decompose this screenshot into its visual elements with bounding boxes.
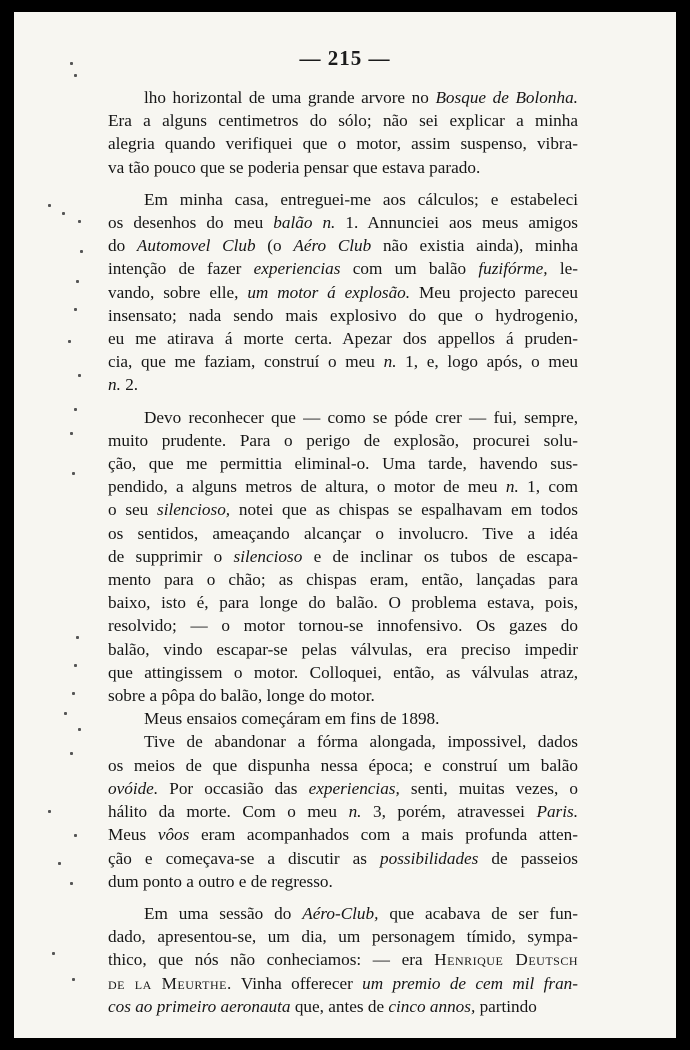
text-run: baixo, isto é, para longe do balão. O problema estava, pois, <box>108 593 578 613</box>
text-line <box>108 568 578 591</box>
text-run: (o <box>255 236 294 256</box>
text-line <box>108 902 578 925</box>
text-line <box>108 132 578 155</box>
text-run: Paris. <box>536 802 578 822</box>
text-run: n. <box>108 375 121 395</box>
text-run: ovóide. <box>108 778 159 798</box>
text-line <box>108 591 578 614</box>
paragraph <box>108 86 578 179</box>
text-run: partindo <box>475 996 537 1016</box>
text-run: hálito da morte. Com o meu <box>108 802 349 822</box>
text-run: Vinha offerecer <box>231 973 363 993</box>
text-run: experiencias <box>253 259 341 279</box>
text-line <box>108 257 578 280</box>
text-run: cinco annos, <box>388 996 476 1016</box>
text-line <box>108 972 578 995</box>
text-run: fuzifórme, <box>478 259 548 279</box>
text-line <box>108 304 578 327</box>
text-run: do <box>108 236 137 256</box>
paragraph <box>108 730 578 892</box>
book-page <box>14 12 676 1038</box>
text-run: le- <box>547 259 578 279</box>
text-run: experiencias, <box>308 778 400 798</box>
text-run: thico, que nós não conheciamos: — era <box>108 950 435 970</box>
text-run: e de inclinar os tubos de escapa- <box>302 546 578 566</box>
text-run: lho horizontal de uma grande arvore no <box>144 88 436 107</box>
text-line <box>108 777 578 800</box>
text-run: que attingissem o motor. Colloquei, então, as válvulas atraz, <box>108 662 578 682</box>
text-run: de supprimir o <box>108 546 234 566</box>
text-line <box>108 211 578 234</box>
text-run: os desenhos do meu <box>108 213 274 233</box>
text-line <box>108 948 578 971</box>
text-run: um motor á explosão. <box>247 282 411 302</box>
text-run: silencioso <box>233 546 303 566</box>
text-run: ção e começava-se a discutir as <box>108 848 381 868</box>
text-run: n. <box>348 802 362 822</box>
paragraph <box>108 188 578 397</box>
text-run: 1, com <box>518 477 579 497</box>
text-line <box>108 373 578 396</box>
text-run: sobre a pôpa do balão, longe do motor. <box>108 686 375 706</box>
text-run: Devo reconhecer que — como se póde crer — fui, sempre, <box>144 407 578 427</box>
text-run: os meios de que dispunha nessa época; e construí um balão <box>108 755 578 775</box>
text-run: eu me atirava á morte certa. Apezar dos appellos á pruden- <box>108 329 578 349</box>
text-run: 2. <box>120 375 139 395</box>
text-run: de la Meurthe. <box>108 973 232 993</box>
text-run: ção, que me permittia eliminal-o. Uma tarde, havendo sus- <box>108 454 578 474</box>
text-run: cia, que me faziam, construí o meu <box>108 352 384 372</box>
text-run: eram acompanhados com a mais profunda atten- <box>189 825 578 845</box>
text-run: dum ponto a outro e de regresso. <box>108 871 333 891</box>
text-run: 1, e, logo após, o meu <box>396 352 578 372</box>
text-run: pendido, a alguns metros de altura, o motor de meu <box>108 477 506 497</box>
text-run: silencioso, <box>157 500 231 520</box>
text-line <box>108 684 578 707</box>
paragraph <box>108 707 578 730</box>
text-run: balão n. <box>273 213 336 233</box>
text-line <box>108 327 578 350</box>
page-number: — 215 — <box>299 46 391 70</box>
text-run: não existia ainda), minha <box>371 236 579 256</box>
text-run: Aéro-Club, <box>302 903 379 923</box>
text-line <box>108 86 578 109</box>
text-line <box>108 156 578 179</box>
text-run: va tão pouco que se poderia pensar que estava parado. <box>108 157 481 177</box>
text-line <box>108 995 578 1018</box>
text-run: senti, muitas vezes, o <box>399 778 578 798</box>
text-run: Era a alguns centimetros do sólo; não sei explicar a minha <box>108 111 578 131</box>
text-run: o seu <box>108 500 158 520</box>
text-run: 3, porém, atravessei <box>361 802 537 822</box>
text-line <box>108 281 578 304</box>
text-run: n. <box>383 352 397 372</box>
text-run: Aéro Club <box>293 236 372 256</box>
margin-specks <box>34 52 84 1012</box>
text-line <box>108 754 578 777</box>
text-run: Em minha casa, entreguei-me aos cálculos; e estabeleci <box>144 189 578 209</box>
text-run: possibilidades <box>380 848 479 868</box>
text-run: Bosque de Bolonha. <box>435 88 578 107</box>
text-line <box>108 870 578 893</box>
text-run: com um balão <box>340 259 479 279</box>
text-line <box>108 823 578 846</box>
text-run: insensato; nada sendo mais explosivo do que o hydrogenio, <box>108 305 578 325</box>
text-run: Meu projecto pareceu <box>410 282 579 302</box>
text-run: Tive de abandonar a fórma alongada, impossivel, dados <box>144 732 578 752</box>
text-line <box>108 406 578 429</box>
text-line <box>108 475 578 498</box>
text-run: dado, apresentou-se, um dia, um personagem tímido, sympa- <box>108 927 578 947</box>
text-line <box>108 730 578 753</box>
text-run: notei que as chispas se espalhavam em todos <box>230 500 578 520</box>
text-run: os sentidos, ameaçando alcançar o involucro. Tive a idéa <box>108 523 578 543</box>
body-text <box>108 86 578 1018</box>
text-line <box>108 188 578 211</box>
text-line <box>108 452 578 475</box>
text-run: que acabava de ser fun- <box>378 903 578 923</box>
text-line <box>108 847 578 870</box>
text-line <box>108 234 578 257</box>
text-run: Por occasião das <box>158 778 309 798</box>
text-line <box>108 638 578 661</box>
text-run: Henrique Deutsch <box>434 950 578 970</box>
text-line <box>108 707 578 730</box>
text-run: cos ao primeiro aeronauta <box>108 996 291 1016</box>
text-run: vôos <box>157 825 190 845</box>
text-run: intenção de fazer <box>108 259 254 279</box>
text-line <box>108 498 578 521</box>
text-run: 1. Annunciei aos meus amigos <box>335 213 578 233</box>
text-run: Em uma sessão do <box>144 903 303 923</box>
paragraph <box>108 902 578 1018</box>
text-line <box>108 545 578 568</box>
text-line <box>108 429 578 452</box>
text-run: um premio de cem mil fran- <box>362 973 578 993</box>
text-line <box>108 614 578 637</box>
text-line <box>108 800 578 823</box>
text-run: Meus <box>108 825 158 845</box>
text-run: mento para o chão; as chispas eram, então, lançadas para <box>108 570 578 590</box>
text-run: balão, vindo escapar-se pelas válvulas, era preciso impedir <box>108 639 578 659</box>
text-run: Automovel Club <box>136 236 256 256</box>
text-run: de passeios <box>478 848 578 868</box>
text-run: vando, sobre elle, <box>108 282 248 302</box>
text-run: resolvido; — o motor tornou-se innofensivo. Os gazes do <box>108 616 578 636</box>
text-line <box>108 350 578 373</box>
text-line <box>108 925 578 948</box>
text-run: alegria quando verifiquei que o motor, assim suspenso, vibra- <box>108 134 578 154</box>
text-line <box>108 522 578 545</box>
text-run: n. <box>505 477 519 497</box>
text-run: Meus ensaios começáram em fins de 1898. <box>144 709 440 729</box>
text-run: muito prudente. Para o perigo de explosão, procurei solu- <box>108 430 578 450</box>
text-run: que, antes de <box>290 996 389 1016</box>
text-line <box>108 661 578 684</box>
paragraph <box>108 406 578 708</box>
text-line <box>108 109 578 132</box>
